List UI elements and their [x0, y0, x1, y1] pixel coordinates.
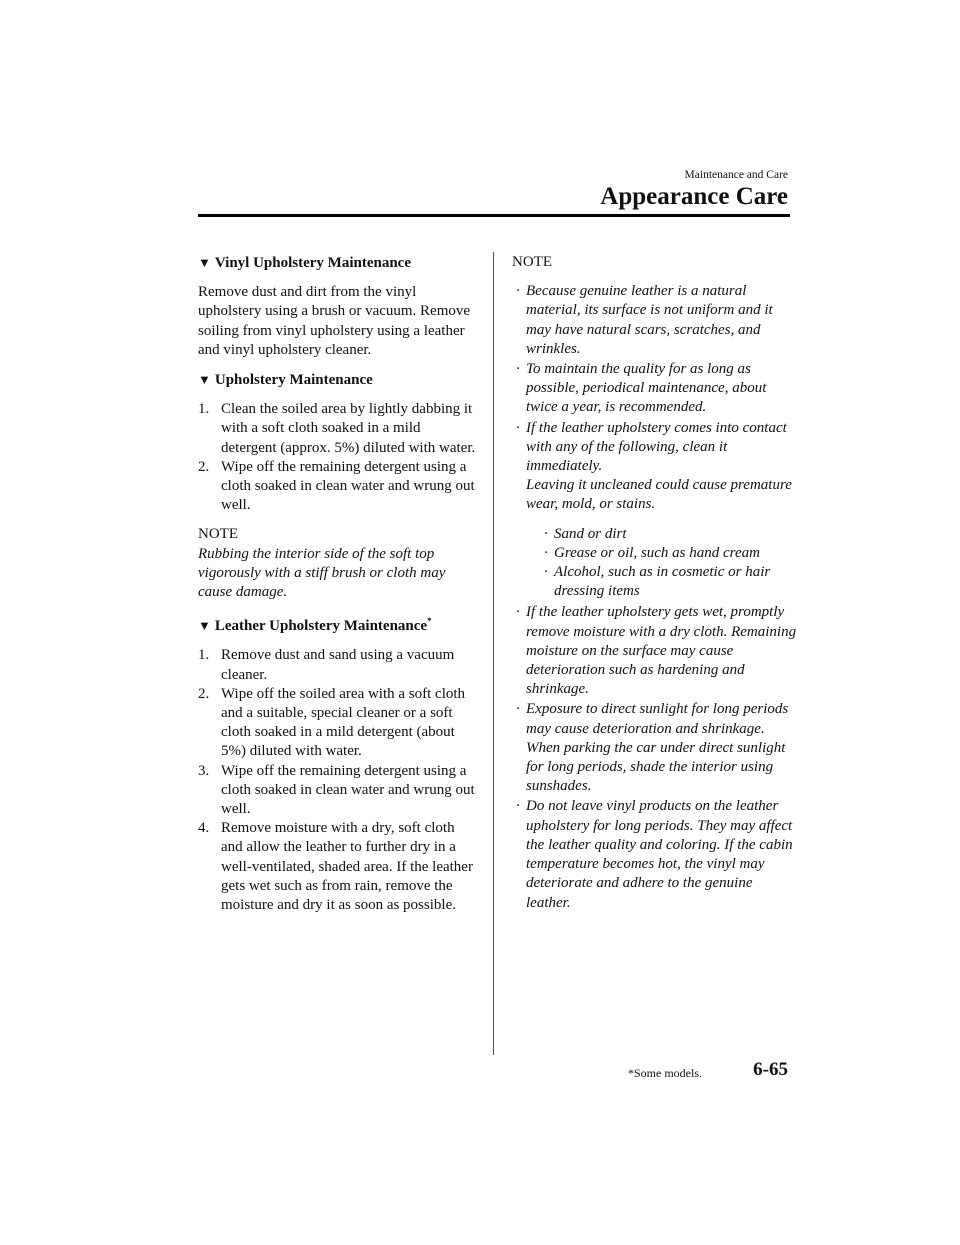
triangle-marker-icon: ▼	[198, 372, 211, 388]
right-column	[512, 253, 797, 914]
list-item	[198, 685, 478, 762]
column-divider	[493, 252, 494, 1055]
step-number: 3.	[198, 762, 210, 779]
triangle-marker-icon: ▼	[198, 255, 211, 270]
vinyl-heading	[198, 253, 478, 273]
bullet-icon: ·	[516, 604, 520, 621]
step-number: 1.	[198, 647, 210, 664]
step-number: 1.	[198, 401, 210, 418]
running-header-section: Maintenance and Care	[684, 169, 788, 181]
contaminant-list	[526, 525, 797, 602]
upholstery-heading	[198, 370, 478, 390]
sub-bullet-text: Grease or oil, such as hand cream	[554, 544, 760, 561]
leather-note-label: NOTE	[512, 254, 552, 270]
bullet-icon: ·	[516, 419, 520, 436]
list-item	[512, 603, 797, 699]
triangle-marker-icon: ▼	[198, 618, 211, 634]
running-header-title: Appearance Care	[600, 183, 788, 210]
bullet-text: If the leather upholstery comes into contact with any of the following, clean it immediately.	[526, 419, 787, 475]
step-text: Clean the soiled area by lightly dabbing it with a soft cloth soaked in a mild detergent (approx. 5%) diluted with water.	[221, 401, 476, 456]
leather-note-bullets	[512, 282, 797, 913]
upholstery-note-text: Rubbing the interior side of the soft top vigorously with a stiff brush or cloth may cause damage.	[198, 545, 446, 601]
bullet-icon: ·	[516, 361, 520, 378]
footnote: *Some models.	[628, 1066, 702, 1080]
upholstery-heading-text: Upholstery Maintenance	[214, 372, 373, 389]
header-rule	[198, 214, 790, 217]
page-number: 6-65	[753, 1059, 788, 1080]
left-column	[198, 253, 478, 925]
list-item	[198, 458, 478, 516]
upholstery-note-label: NOTE	[198, 526, 238, 543]
list-item	[512, 282, 797, 359]
vinyl-heading-text: Vinyl Upholstery Maintenance	[214, 255, 411, 271]
bullet-text: Do not leave vinyl products on the leather upholstery for long periods. They may affect the leather quality and coloring. If the cabin temperature becomes hot, the vinyl may deteriorate and adhere to the genuine leather.	[526, 798, 793, 911]
bullet-icon: ·	[516, 798, 520, 815]
list-item	[512, 419, 797, 602]
bullet-text: If the leather upholstery gets wet, promptly remove moisture with a dry cloth. Remaining moisture on the surface may cause deterioration such as hardening and shrinkage.	[526, 604, 797, 698]
vinyl-body: Remove dust and dirt from the vinyl upholstery using a brush or vacuum. Remove soiling from vinyl upholstery using a leather and vinyl upholstery cleaner.	[198, 284, 471, 358]
sub-bullet-text: Alcohol, such as in cosmetic or hair dressing items	[554, 564, 771, 600]
step-text: Remove moisture with a dry, soft cloth and allow the leather to further dry in a well-ventilated, shaded area. If the leather gets wet such as from rain, remove the moisture and dry it as soon as possible.	[221, 820, 473, 914]
leather-steps	[198, 646, 478, 915]
bullet-icon: ·	[516, 283, 520, 300]
step-text: Remove dust and sand using a vacuum cleaner.	[221, 647, 455, 683]
list-item	[198, 646, 478, 684]
bullet-icon: ·	[544, 564, 548, 581]
upholstery-steps	[198, 400, 478, 515]
bullet-text: Exposure to direct sunlight for long periods may cause deterioration and shrinkage. When parking the car under direct sunlight for long periods, shade the interior using sunshades.	[526, 701, 789, 795]
leather-heading-text: Leather Upholstery Maintenance	[214, 618, 428, 635]
step-text: Wipe off the remaining detergent using a cloth soaked in clean water and wrung out well.	[221, 458, 475, 514]
list-item	[540, 525, 797, 544]
step-text: Wipe off the soiled area with a soft cloth and a suitable, special cleaner or a soft cloth soaked in a mild detergent (about 5%) diluted with water.	[221, 685, 466, 760]
bullet-text: Because genuine leather is a natural material, its surface is not uniform and it may have natural scars, scratches, and wrinkles.	[526, 283, 773, 357]
bullet-icon: ·	[544, 544, 548, 561]
bullet-icon: ·	[544, 525, 548, 542]
list-item	[512, 700, 797, 796]
sub-bullet-text: Sand or dirt	[554, 525, 627, 542]
list-item	[198, 819, 478, 915]
step-number: 2.	[198, 458, 210, 475]
list-item	[198, 400, 478, 458]
list-item	[540, 563, 797, 601]
step-number: 4.	[198, 820, 210, 837]
leather-heading	[198, 612, 478, 636]
bullet-icon: ·	[516, 701, 520, 718]
list-item	[512, 360, 797, 418]
list-item	[198, 762, 478, 820]
list-item	[512, 797, 797, 912]
step-text: Wipe off the remaining detergent using a cloth soaked in clean water and wrung out well.	[221, 762, 475, 818]
list-item	[540, 544, 797, 563]
some-models-marker: *	[427, 616, 432, 627]
step-number: 2.	[198, 685, 210, 702]
bullet-text-extra: Leaving it uncleaned could cause premature wear, mold, or stains.	[526, 477, 792, 513]
bullet-text: To maintain the quality for as long as possible, periodical maintenance, about twice a year, is recommended.	[526, 361, 767, 416]
